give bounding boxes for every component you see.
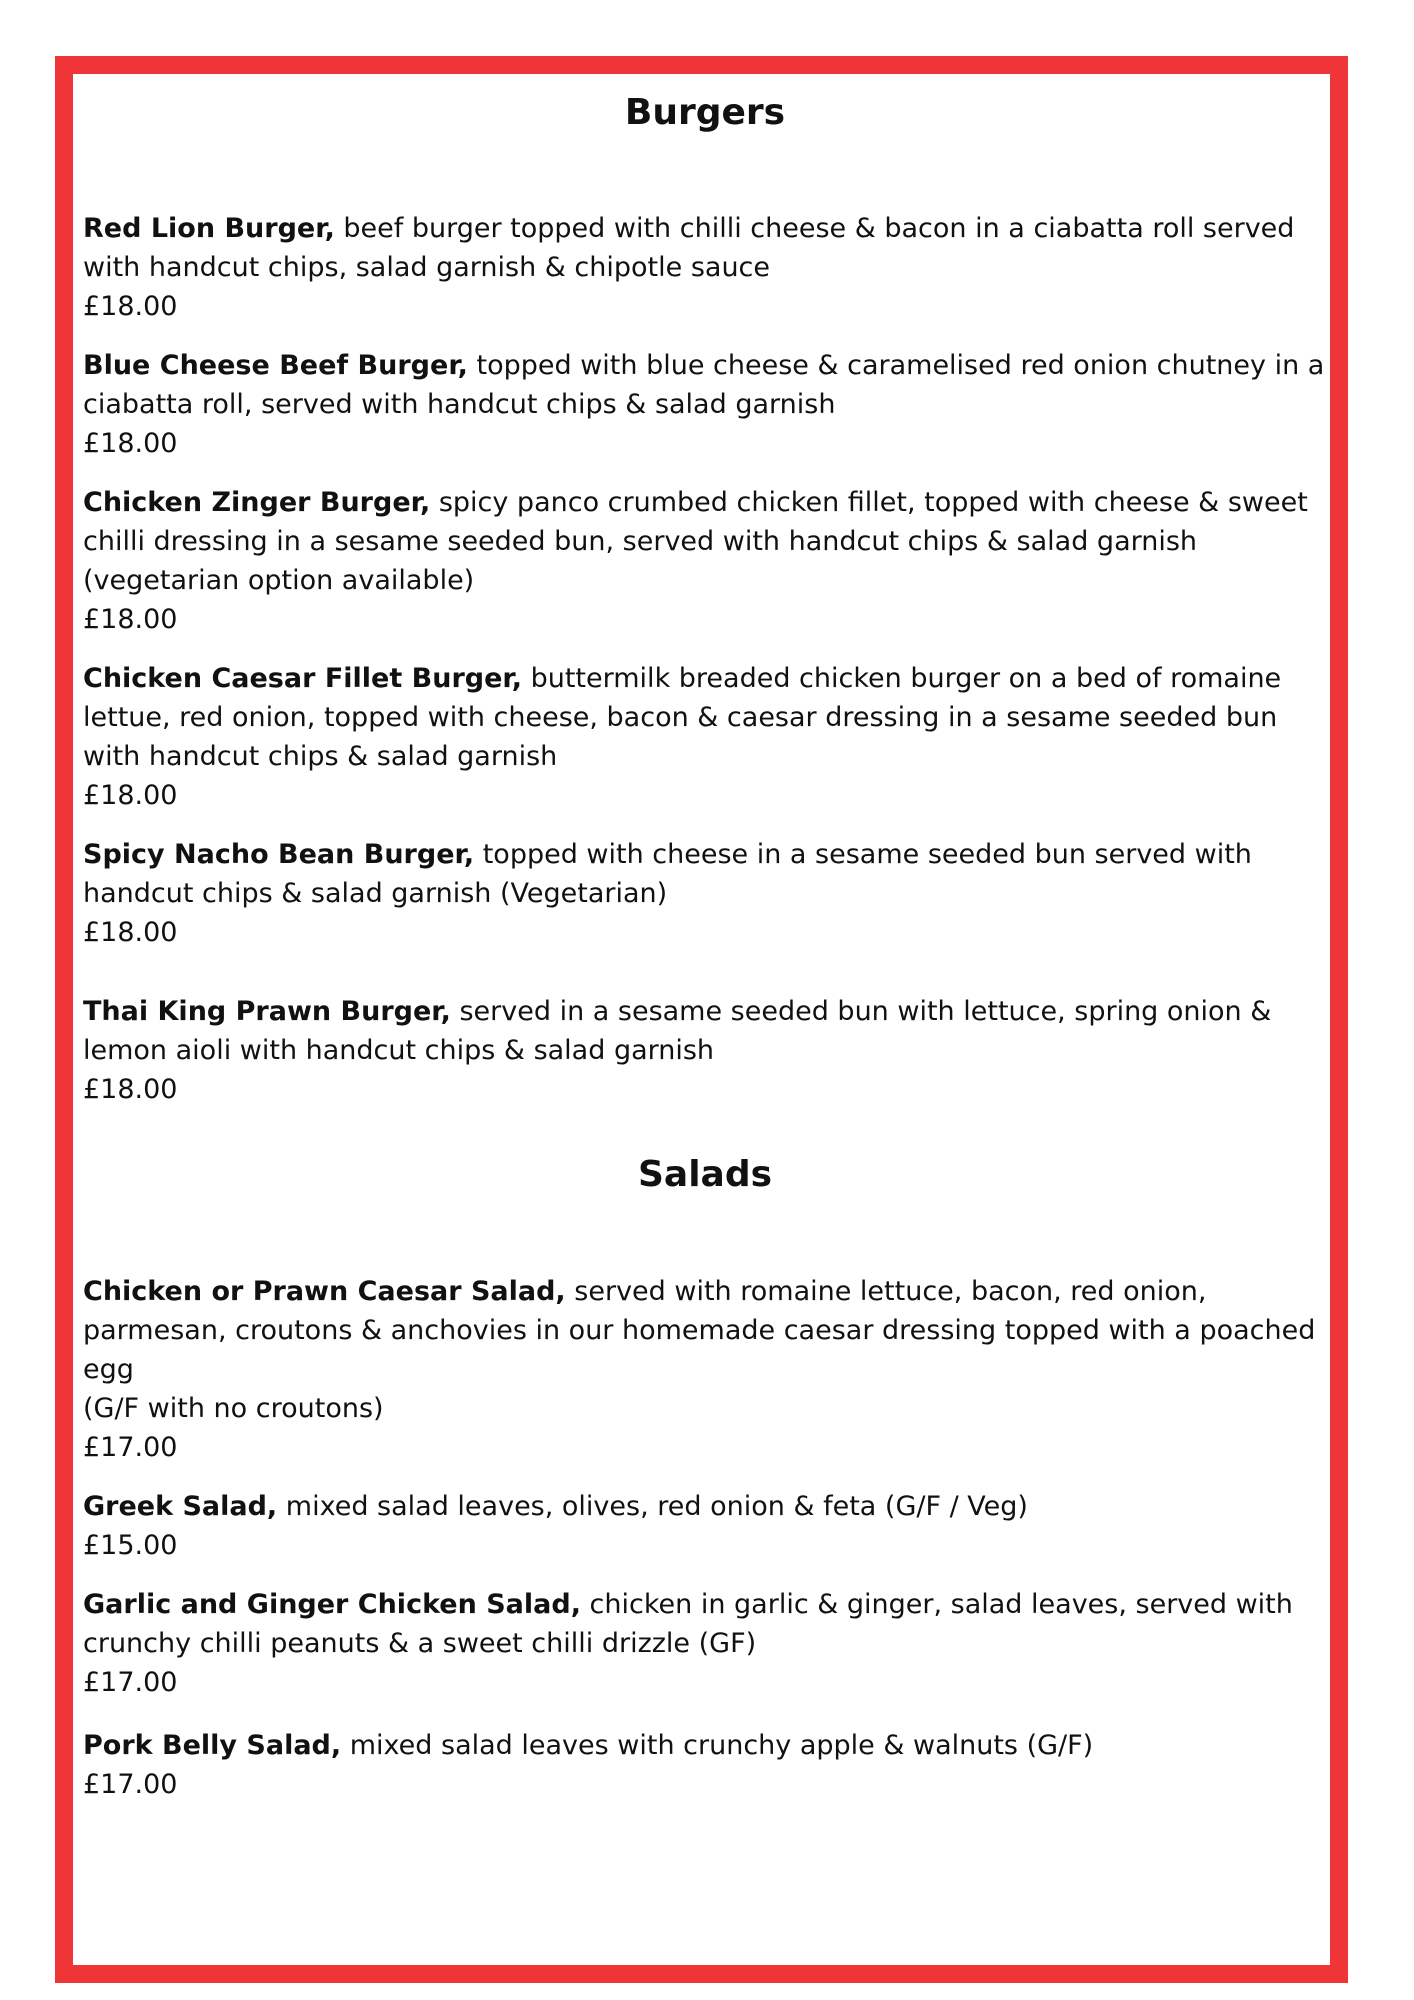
item-price: £17.00 — [83, 1667, 178, 1698]
item-price: £18.00 — [83, 780, 178, 811]
item-name: Pork Belly Salad, — [83, 1730, 342, 1761]
item-name: Greek Salad, — [83, 1491, 278, 1522]
menu-item — [83, 346, 1327, 463]
item-description: mixed salad leaves with crunchy apple & walnuts (G/F) — [341, 1730, 1094, 1761]
item-price: £17.00 — [83, 1432, 178, 1463]
item-price: £18.00 — [83, 604, 178, 635]
item-note: (G/F with no croutons) — [83, 1393, 384, 1424]
item-name: Chicken Caesar Fillet Burger, — [83, 663, 523, 694]
menu-item — [83, 1487, 1327, 1565]
item-name: Red Lion Burger, — [83, 213, 335, 244]
menu-item — [83, 659, 1327, 815]
item-name: Spicy Nacho Bean Burger, — [83, 839, 475, 870]
item-price: £15.00 — [83, 1530, 178, 1561]
item-name: Chicken Zinger Burger, — [83, 487, 431, 518]
menu-item — [83, 1726, 1327, 1804]
item-price: £18.00 — [83, 428, 178, 459]
section-title-salads: Salads — [637, 1154, 773, 1195]
item-description: mixed salad leaves, olives, red onion & feta (G/F / Veg) — [277, 1491, 1028, 1522]
item-name: Blue Cheese Beef Burger, — [83, 350, 468, 381]
menu-content — [83, 84, 1327, 1804]
menu-item — [83, 992, 1327, 1109]
section-title-burgers: Burgers — [624, 92, 786, 133]
item-name: Chicken or Prawn Caesar Salad, — [83, 1276, 566, 1307]
burger-list — [83, 209, 1327, 1109]
item-description: buttermilk breaded chicken burger on a bed of romaine lettue, red onion, topped with cheese, bacon & caesar dressing in a sesame seeded bun with handcut chips & salad garnish — [83, 663, 1282, 772]
menu-item — [83, 209, 1327, 326]
menu-item — [83, 1585, 1327, 1702]
item-description: topped with cheese in a sesame seeded bun served with handcut chips & salad garnish (Vegetarian) — [83, 839, 1252, 909]
item-name: Thai King Prawn Burger, — [83, 996, 451, 1027]
menu-item — [83, 483, 1327, 639]
item-description: topped with blue cheese & caramelised red onion chutney in a ciabatta roll, served with handcut chips & salad garnish — [83, 350, 1325, 420]
item-description: beef burger topped with chilli cheese & bacon in a ciabatta roll served with handcut chips, salad garnish & chipotle sauce — [83, 213, 1295, 283]
salad-list — [83, 1272, 1327, 1804]
item-price: £18.00 — [83, 291, 178, 322]
menu-item — [83, 835, 1327, 952]
item-name: Garlic and Ginger Chicken Salad, — [83, 1589, 581, 1620]
item-price: £18.00 — [83, 1074, 178, 1105]
item-description: chicken in garlic & ginger, salad leaves, served with crunchy chilli peanuts & a sweet chilli drizzle (GF) — [83, 1589, 1293, 1659]
item-description: served in a sesame seeded bun with lettuce, spring onion & lemon aioli with handcut chips & salad garnish — [83, 996, 1272, 1066]
item-price: £18.00 — [83, 917, 178, 948]
item-description: spicy panco crumbed chicken fillet, topped with cheese & sweet chilli dressing in a sesame seeded bun, served with handcut chips & salad garnish (vegetarian option available) — [83, 487, 1308, 596]
item-description: served with romaine lettuce, bacon, red onion, parmesan, croutons & anchovies in our homemade caesar dressing topped with a poached egg — [83, 1276, 1316, 1385]
item-price: £17.00 — [83, 1769, 178, 1800]
menu-item — [83, 1272, 1327, 1467]
